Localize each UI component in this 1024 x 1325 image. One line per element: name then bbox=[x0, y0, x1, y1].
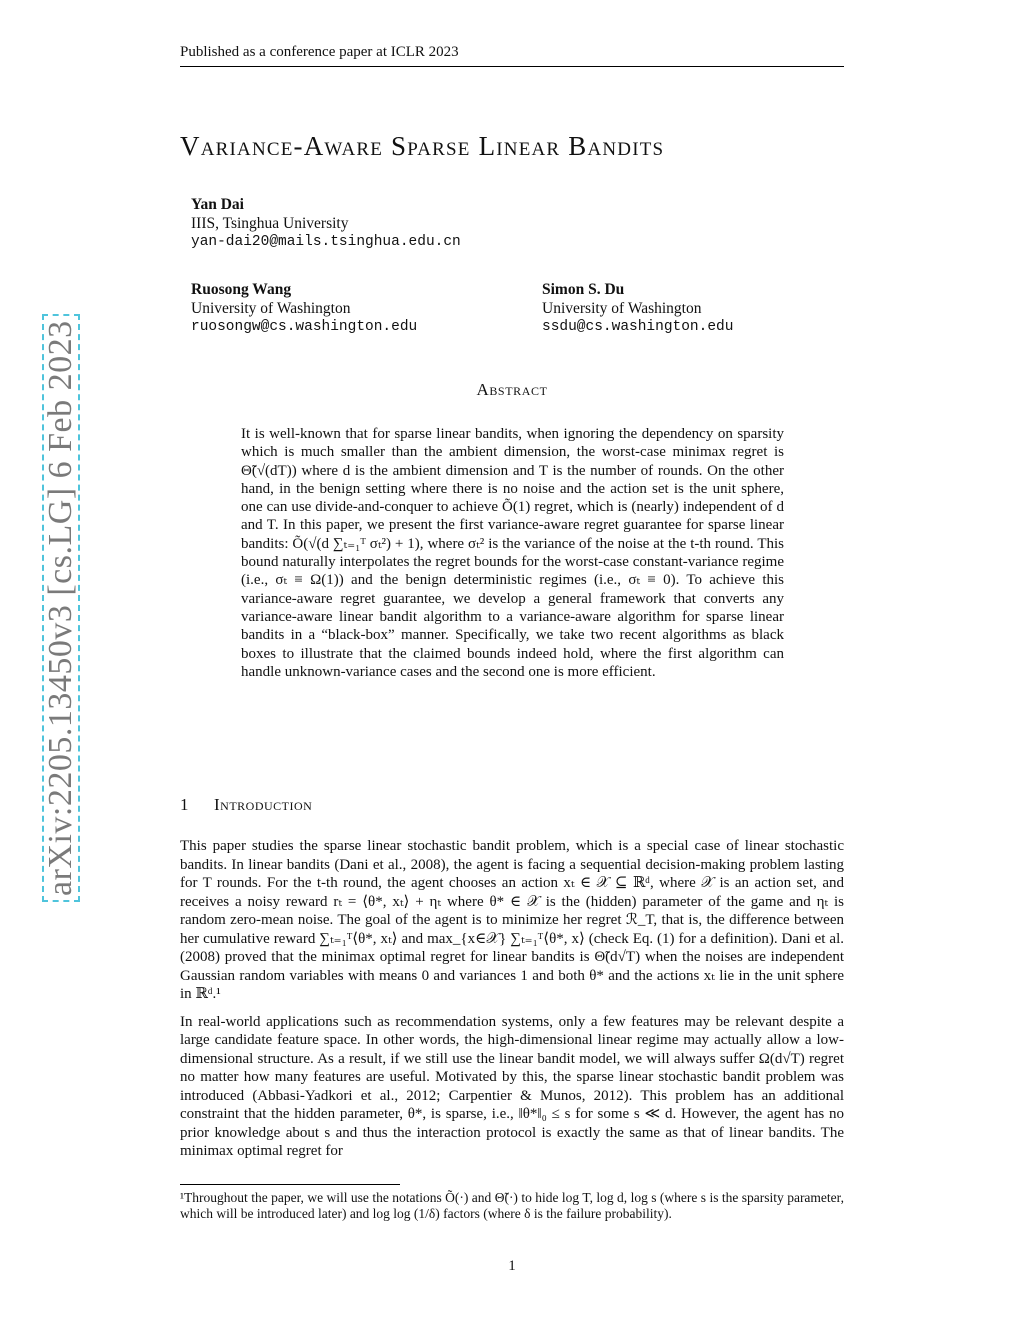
running-header: Published as a conference paper at ICLR 2023 bbox=[180, 44, 459, 60]
author-email[interactable]: ssdu@cs.washington.edu bbox=[542, 319, 734, 335]
paragraph: In real-world applications such as recommendation systems, only a few features may be relevant despite a large candidate feature space. In other words, the high-dimensional linear regime may actually allow a low-dimensional structure. As a result, if we still use the linear bandit model, we will always suffer Ω(d√T) regret no matter how many features are useful. Motivated by this, the sparse linear stochastic bandit problem was introduced (Abbasi-Yadkori et al., 2012; Carpentier & Munos, 2012). This problem has an additional constraint that the hidden parameter, θ*, is sparse, i.e., ‖θ*‖₀ ≤ s for some s ≪ d. However, the agent has no prior knowledge about s and thus the interaction protocol is exactly the same as that of linear bandits. The minimax optimal regret for bbox=[180, 1013, 844, 1159]
author-block-1 bbox=[191, 195, 461, 252]
paragraph: This paper studies the sparse linear stochastic bandit problem, which is a special case of linear stochastic bandits. In linear bandits (Dani et al., 2008), the agent is facing a sequential decision-making problem lasting for T rounds. For the t-th round, the agent chooses an action xₜ ∈ 𝒳 ⊆ ℝᵈ, where 𝒳 is an action set, and receives a noisy reward rₜ = ⟨θ*, xₜ⟩ + ηₜ where θ* ∈ 𝒳 is the (hidden) parameter of the game and ηₜ is random zero-mean noise. The goal of the agent is to minimize her regret ℛ_T, that is, the difference between her cumulative reward ∑ₜ₌₁ᵀ⟨θ*, xₜ⟩ and max_{x∈𝒳} ∑ₜ₌₁ᵀ⟨θ*, x⟩ (check Eq. (1) for a definition). Dani et al. (2008) proved that the minimax optimal regret for linear bandits is Θ̃(d√T) when the noises are independent Gaussian random variables with means 0 and variances 1 and both θ* and the actions xₜ lie in the unit sphere in ℝᵈ.¹ bbox=[180, 838, 844, 1002]
header-rule bbox=[180, 66, 844, 67]
body-text bbox=[180, 837, 844, 1170]
section-title: Introduction bbox=[214, 795, 313, 814]
author-affiliation: University of Washington bbox=[191, 300, 351, 317]
author-name: Yan Dai bbox=[191, 196, 244, 213]
author-name: Simon S. Du bbox=[542, 281, 625, 298]
author-affiliation: University of Washington bbox=[542, 300, 702, 317]
section-number: 1 bbox=[180, 795, 189, 814]
arxiv-stamp[interactable]: arXiv:2205.13450v3 [cs.LG] 6 Feb 2023 bbox=[42, 314, 80, 902]
author-email[interactable]: yan-dai20@mails.tsinghua.edu.cn bbox=[191, 234, 461, 250]
page-number: 1 bbox=[508, 1258, 516, 1274]
footnote: ¹Throughout the paper, we will use the notations Õ(·) and Θ̃(·) to hide log T, log d, log s (where s is the sparsity parameter, which will be introduced later) and log log (1/δ) factors (where δ is the failure probability). bbox=[180, 1190, 844, 1221]
author-affiliation: IIIS, Tsinghua University bbox=[191, 215, 349, 232]
abstract-heading: Abstract bbox=[476, 380, 548, 399]
footnote-rule bbox=[180, 1184, 400, 1185]
paper-title: Variance-Aware Sparse Linear Bandits bbox=[180, 131, 665, 161]
author-block-3 bbox=[542, 280, 733, 337]
section-heading bbox=[180, 795, 312, 815]
author-email[interactable]: ruosongw@cs.washington.edu bbox=[191, 319, 418, 335]
abstract-text: It is well-known that for sparse linear bandits, when ignoring the dependency on sparsity which is much smaller than the ambient dimension, the worst-case minimax regret is Θ̃(√(dT)) where d is the ambient dimension and T is the number of rounds. On the other hand, in the benign setting where there is no noise and the action set is the unit sphere, one can use divide-and-conquer to achieve Õ(1) regret, which is (nearly) independent of d and T. In this paper, we present the first variance-aware regret guarantee for sparse linear bandits: Õ(√(d ∑ₜ₌₁ᵀ σₜ²) + 1), where σₜ² is the variance of the noise at the t-th round. This bound naturally interpolates the regret bounds for the worst-case constant-variance regime (i.e., σₜ ≡ Ω(1)) and the benign deterministic regimes (i.e., σₜ ≡ 0). To achieve this variance-aware regret guarantee, we develop a general framework that converts any variance-aware linear bandit algorithm to a variance-aware algorithm for sparse linear bandits in a “black-box” manner. Specifically, we take two recent algorithms as black boxes to illustrate that the claimed bounds indeed hold, where the first algorithm can handle unknown-variance cases and the second one is more efficient. bbox=[241, 426, 784, 680]
author-name: Ruosong Wang bbox=[191, 281, 292, 298]
author-block-2 bbox=[191, 280, 417, 337]
abstract-body bbox=[241, 425, 784, 681]
